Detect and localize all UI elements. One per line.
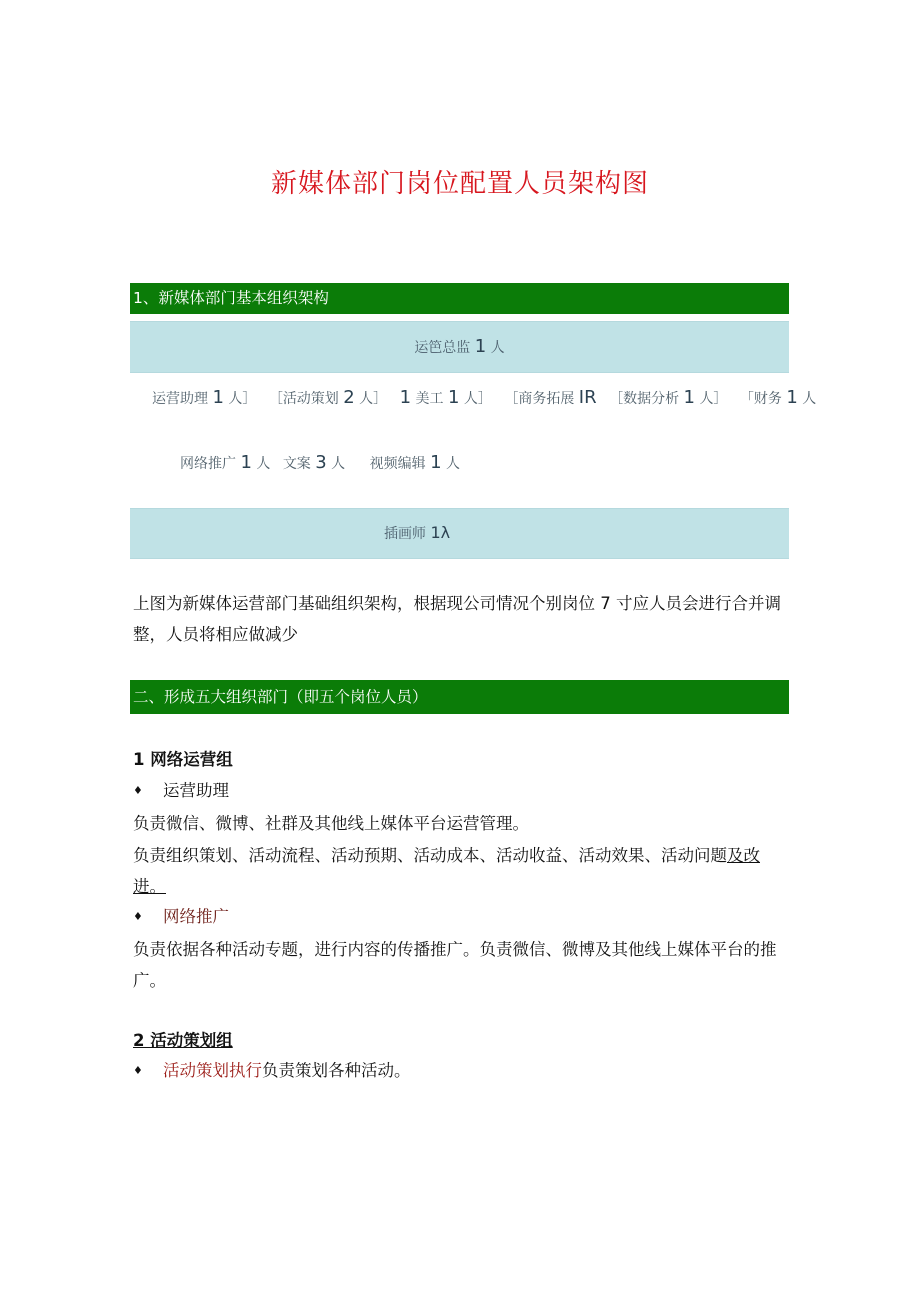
org-item-ops-assistant: 运营助理 1 人］ — [152, 387, 257, 408]
org-description: 上图为新媒体运营部门基础组织架构，根据现公司情况个别岗位 7 寸应人员会进行合并调整，人员将相应做减少 — [133, 594, 781, 644]
bottom-count: 1λ — [430, 523, 451, 542]
group-1-item-2 — [133, 903, 229, 931]
top-count: 1 — [474, 336, 487, 357]
group-2-item-1 — [133, 1057, 411, 1085]
org-item-designer: 1 美工 1 人］ — [399, 387, 492, 408]
group-1-item-1-line-2: 负责组织策划、活动流程、活动预期、活动成本、活动收益、活动效果、活动问题及改 进。 — [133, 846, 760, 896]
top-unit: 人 — [490, 340, 505, 356]
org-item-promotion: 网络推广 1 人 — [180, 452, 271, 473]
org-item-event-planning: ［活动策划 2 人］ — [268, 387, 388, 408]
org-row-1 — [152, 384, 816, 413]
org-row-2 — [180, 449, 460, 478]
bottom-role: 插画师 — [384, 526, 426, 542]
group-1-item-1-line-1: 负责微信、微博、社群及其他线上媒体平台运营管理。 — [133, 814, 529, 833]
org-bottom-box — [130, 508, 789, 559]
top-role: 运笆总监 — [414, 340, 471, 356]
org-item-finance: 「财务 1 人 — [739, 387, 817, 408]
group-2-heading: 2 活动策划组 — [133, 1031, 233, 1050]
group-1-item-1 — [133, 777, 229, 805]
bullet-icon: ♦ — [133, 910, 143, 923]
item-title: 网络推广 — [163, 907, 229, 926]
section-1-header: 1、新媒体部门基本组织架构 — [130, 283, 789, 314]
org-item-data-analysis: ［数据分析 1 人］ — [609, 387, 728, 408]
item-desc: 负责策划各种活动。 — [262, 1061, 411, 1080]
section-2-header: 二、形成五大组织部门（即五个岗位人员） — [130, 680, 789, 714]
page-title: 新媒体部门岗位配置人员架构图 — [270, 169, 649, 199]
bullet-icon: ♦ — [133, 784, 143, 797]
item-title: 活动策划执行 — [163, 1061, 262, 1080]
org-item-copywriter: 文案 3 人 — [282, 452, 346, 473]
item-title: 运营助理 — [163, 781, 229, 800]
group-1-heading: 1 网络运营组 — [133, 750, 233, 769]
org-top-box — [130, 321, 789, 373]
group-1-item-2-desc: 负责依据各种活动专题，进行内容的传播推广。负责微信、微博及其他线上媒体平台的推广。 — [133, 940, 777, 990]
org-item-video-editor: 视频编辑 1 人 — [369, 452, 460, 473]
org-item-business-dev: ［商务拓展 IR — [504, 387, 597, 408]
bullet-icon: ♦ — [133, 1064, 143, 1077]
